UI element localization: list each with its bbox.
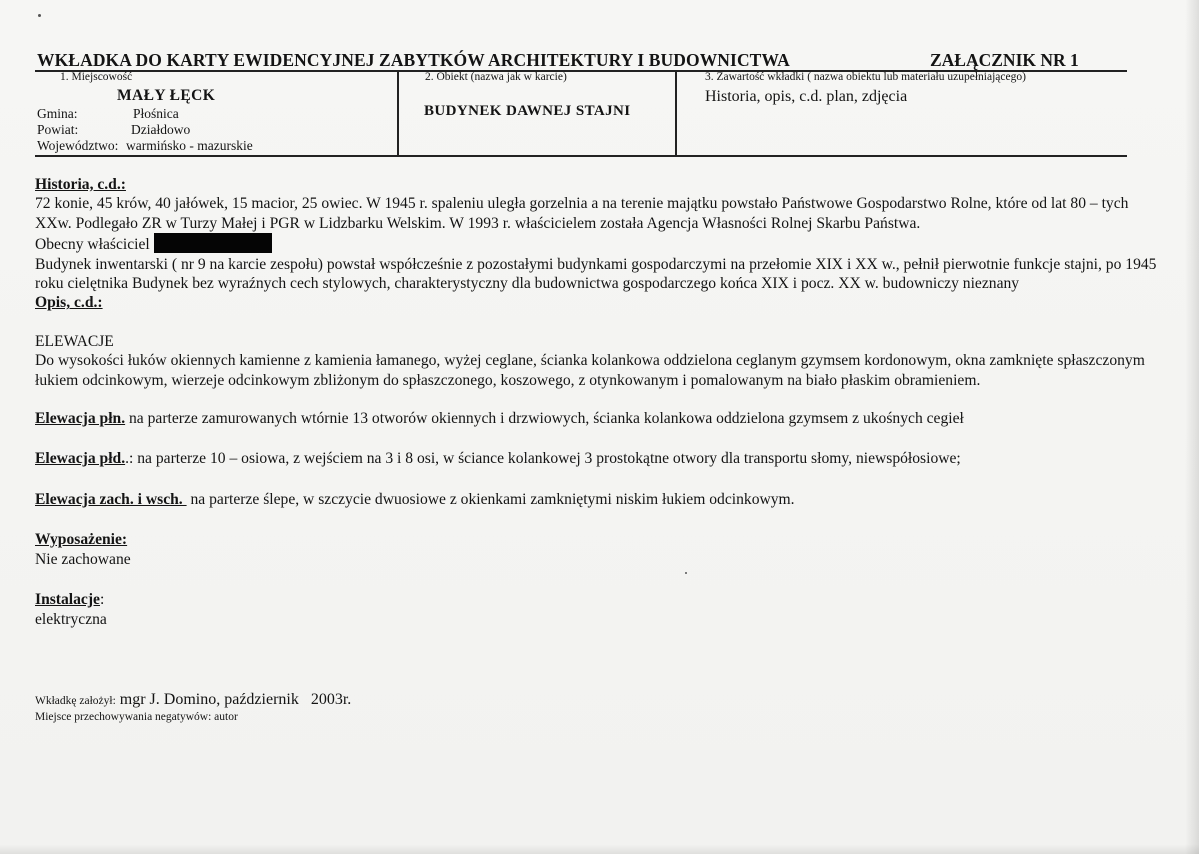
table-divider [675, 70, 677, 156]
content-label: 3. Zawartość wkładki ( nazwa obiektu lub materiału uzupełniającego) [705, 71, 1026, 83]
wojewodztwo-value: warmińsko - mazurskie [126, 138, 253, 153]
installations-colon: : [99, 591, 105, 609]
powiat-label: Powiat: [37, 122, 79, 137]
author-label: Wkładkę założył: [35, 695, 116, 707]
elevation-west-east-text: na parterze ślepe, w szczycie dwuosiowe z okienkami zamkniętymi niskim łukiem odcinkowym. [186, 490, 795, 508]
locality-value: MAŁY ŁĘCK [117, 87, 216, 104]
document-body [35, 175, 1165, 629]
gmina-label: Gmina: [37, 106, 78, 121]
redaction-box [154, 233, 272, 253]
table-bottom-rule [35, 155, 1127, 157]
scan-shadow-right [1185, 0, 1199, 854]
content-value: Historia, opis, c.d. plan, zdjęcia [705, 88, 908, 105]
wojewodztwo-label: Województwo: [37, 138, 119, 153]
negatives-location: Miejsce przechowywania negatywów: autor [35, 711, 238, 723]
elevation-north-text: na parterze zamurowanych wtórnie 13 otworów okiennych i drzwiowych, ścianka kolankowa oddzielona gzymsem z ukośnych cegieł [125, 410, 964, 428]
equipment-value: Nie zachowane [35, 550, 131, 568]
scan-speck [38, 14, 41, 17]
author-value: mgr J. Domino, październik 2003r. [115, 691, 352, 708]
author-line [35, 691, 351, 709]
elewacje-paragraph: Do wysokości łuków okiennych kamienne z kamienia łamanego, wyżej ceglane, ścianka kolankowa oddzielona ceglanym gzymsem kordonowym, okna zamknięte spłaszczonym łukiem odcinkowym, wierzeje odcinkowym zbliżonym do spłaszczonego, koszowego, z otynkowanym i pomalowanym na biało płaskim obramieniem. [35, 352, 1145, 389]
locality-label: 1. Miejscowość [60, 71, 133, 83]
scan-shadow-bottom [0, 844, 1199, 854]
object-label: 2. Obiekt (nazwa jak w karcie) [425, 71, 567, 83]
gmina-value: Płośnica [133, 106, 179, 121]
opis-heading: Opis, c.d.: [35, 294, 103, 312]
equipment-heading: Wyposażenie: [35, 531, 128, 549]
elewacje-heading: ELEWACJE [35, 332, 114, 350]
historia-paragraph: 72 konie, 45 krów, 40 jałówek, 15 macior, 25 owiec. W 1945 r. spaleniu uległa gorzelnia a na terenie majątku powstało Państwowe Gospodarstwo Rolne, które od lat 80 – tych XXw. Podlegało ZR w Turzy Małej i PGR w Lidzbarku Welskim. W 1993 r. właścicielem została Agencja Własności Rolnej Skarbu Państwa. [35, 195, 1129, 232]
document-title: WKŁADKA DO KARTY EWIDENCYJNEJ ZABYTKÓW ARCHITEKTURY I BUDOWNICTWA [37, 50, 790, 70]
owner-label: Obecny właściciel [35, 236, 150, 254]
annex-label: ZAŁĄCZNIK NR 1 [930, 50, 1079, 70]
installations-value: elektryczna [35, 610, 107, 628]
elevation-west-east-label: Elewacja zach. i wsch. [35, 490, 187, 508]
elevation-north-label: Elewacja płn. [35, 410, 126, 428]
powiat-value: Działdowo [131, 122, 191, 137]
historia-heading: Historia, c.d.: [35, 176, 126, 193]
elevation-south-label: Elewacja płd. [35, 450, 126, 468]
building-paragraph: Budynek inwentarski ( nr 9 na karcie zespołu) powstał współcześnie z pozostałymi budynkami gospodarczymi na przełomie XIX i XX w., pełnił pierwotnie funkcje stajni, po 1945 roku cielętnika Budynek bez wyraźnych cech stylowych, charakterystyczny dla budownictwa gospodarczego końca XIX i pocz. XX w. budowniczy nieznany [35, 255, 1157, 293]
object-value: BUDYNEK DAWNEJ STAJNI [424, 103, 631, 119]
elevation-south-text: .: na parterze 10 – osiowa, z wejściem na 3 i 8 osi, w ściance kolankowej 3 prostokątne otwory dla transportu słomy, niewspółosiowe; [125, 450, 961, 468]
installations-heading: Instalacje [35, 591, 100, 609]
table-divider [397, 70, 399, 156]
